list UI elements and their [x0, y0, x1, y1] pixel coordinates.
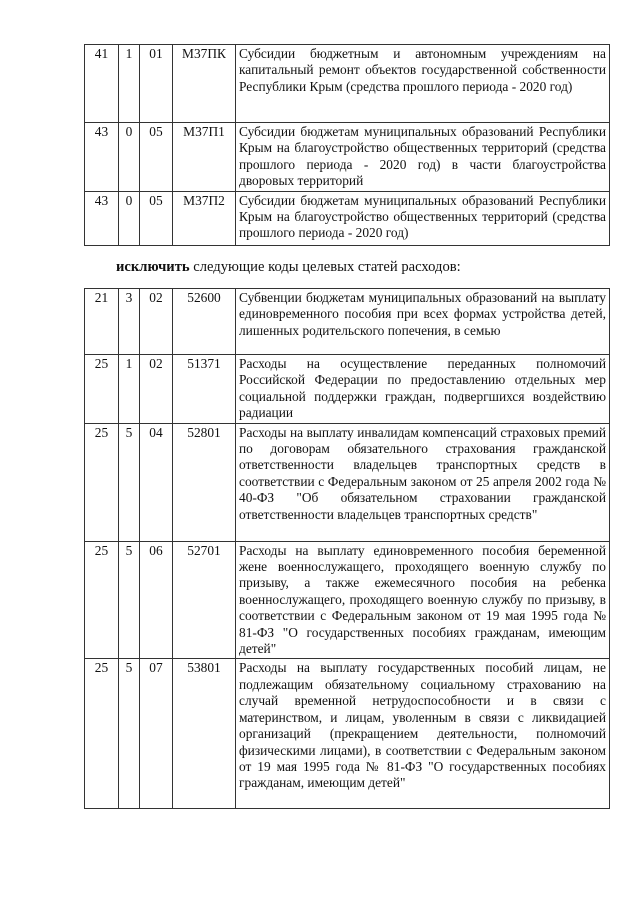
description-cell: Расходы на осуществление переданных полномочий Российской Федерации по предоставлению отдельных мер социальной поддержки граждан, подвергшихся воздействию радиации [236, 355, 610, 424]
table-row [85, 659, 610, 809]
direction-code-cell: 52701 [173, 541, 236, 659]
table-row [85, 541, 610, 659]
table-row [85, 423, 610, 541]
event-code-cell: 07 [140, 659, 173, 809]
exclude-instruction [116, 258, 461, 276]
event-code-cell: 01 [140, 45, 173, 123]
program-code-cell: 25 [85, 659, 119, 809]
direction-code-cell: М37П1 [173, 123, 236, 192]
event-code-cell: 04 [140, 423, 173, 541]
program-code-cell: 25 [85, 355, 119, 424]
program-code-cell: 25 [85, 541, 119, 659]
description-cell: Субвенции бюджетам муниципальных образований на выплату единовременного пособия при всех формах устройства детей, лишенных родительского попечения, в семью [236, 289, 610, 355]
event-code-cell: 02 [140, 289, 173, 355]
description-cell: Субсидии бюджетным и автономным учреждениям на капитальный ремонт объектов государственной собственности Республики Крым (средства прошлого периода - 2020 год) [236, 45, 610, 123]
table-row [85, 289, 610, 355]
exclude-keyword: исключить [116, 259, 190, 275]
description-cell: Расходы на выплату государственных пособий лицам, не подлежащим обязательному социальному страхованию на случай временной нетрудоспособности и в связи с материнством, и лицам, уволенным в связи с ликвидацией организаций (прекращением деятельности, полномочий физическими лицами), в соответствии с Федеральным законом от 19 мая 1995 года № 81-ФЗ "О государственных пособиях гражданам, имеющим детей" [236, 659, 610, 809]
event-code-cell: 06 [140, 541, 173, 659]
description-cell: Субсидии бюджетам муниципальных образований Республики Крым на благоустройство общественных территорий (средства прошлого периода - 2020 год) [236, 191, 610, 245]
program-code-cell: 21 [85, 289, 119, 355]
subprogram-code-cell: 0 [119, 191, 140, 245]
table-row [85, 123, 610, 192]
exclude-instruction-text: следующие коды целевых статей расходов: [189, 259, 461, 275]
direction-code-cell: 52600 [173, 289, 236, 355]
subprogram-code-cell: 3 [119, 289, 140, 355]
direction-code-cell: М37П2 [173, 191, 236, 245]
event-code-cell: 05 [140, 191, 173, 245]
direction-code-cell: М37ПК [173, 45, 236, 123]
description-cell: Субсидии бюджетам муниципальных образований Республики Крым на благоустройство общественных территорий (средства прошлого периода - 2020 год) в части благоустройства дворовых территорий [236, 123, 610, 192]
program-code-cell: 43 [85, 123, 119, 192]
table-row [85, 355, 610, 424]
event-code-cell: 05 [140, 123, 173, 192]
description-cell: Расходы на выплату единовременного пособия беременной жене военнослужащего, проходящего военную службу по призыву, а также ежемесячного пособия на ребенка военнослужащего, проходящего военную службу по призыву, в соответствии с Федеральным законом от 19 мая 1995 года № 81-ФЗ "О государственных пособиях гражданам, имеющим детей" [236, 541, 610, 659]
event-code-cell: 02 [140, 355, 173, 424]
direction-code-cell: 52801 [173, 423, 236, 541]
subprogram-code-cell: 5 [119, 541, 140, 659]
subprogram-code-cell: 1 [119, 45, 140, 123]
program-code-cell: 43 [85, 191, 119, 245]
description-cell: Расходы на выплату инвалидам компенсаций страховых премий по договорам обязательного страхования гражданской ответственности владельцев транспортных средств в соответствии с Федеральным законом от 25 апреля 2002 года № 40-ФЗ "Об обязательном страховании гражданской ответственности владельцев транспортных средств" [236, 423, 610, 541]
subprogram-code-cell: 0 [119, 123, 140, 192]
top-codes-table [84, 44, 610, 246]
subprogram-code-cell: 1 [119, 355, 140, 424]
table-row [85, 45, 610, 123]
subprogram-code-cell: 5 [119, 423, 140, 541]
excluded-codes-table [84, 288, 610, 809]
direction-code-cell: 53801 [173, 659, 236, 809]
direction-code-cell: 51371 [173, 355, 236, 424]
program-code-cell: 25 [85, 423, 119, 541]
table-row [85, 191, 610, 245]
subprogram-code-cell: 5 [119, 659, 140, 809]
program-code-cell: 41 [85, 45, 119, 123]
